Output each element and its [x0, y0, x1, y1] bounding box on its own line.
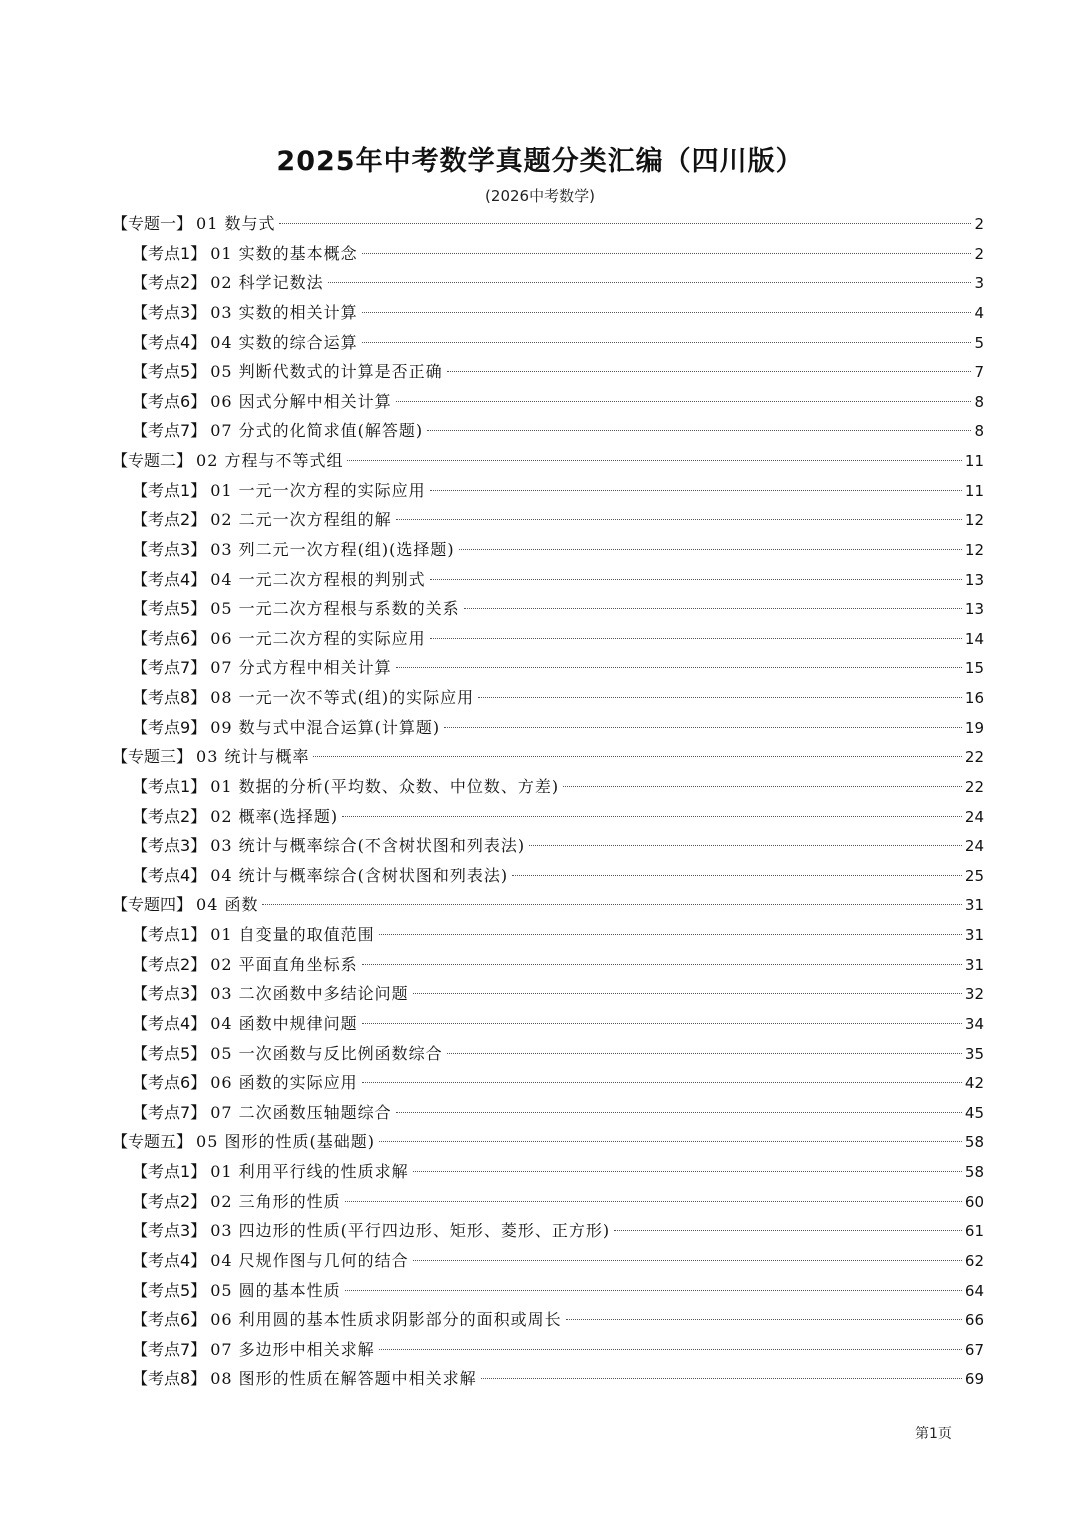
- toc-entry-title: 03 统计与概率综合(不含树状图和列表法): [210, 836, 526, 856]
- toc-page-number: 13: [964, 600, 984, 619]
- toc-point-row[interactable]: [112, 328, 984, 358]
- toc-dot-leader: [345, 1201, 962, 1202]
- toc-entry-title: 01 数据的分析(平均数、众数、中位数、方差): [210, 776, 560, 796]
- toc-dot-leader: [566, 1319, 962, 1320]
- toc-page-number: 25: [964, 866, 984, 885]
- toc-dot-leader: [362, 312, 972, 313]
- toc-entry-title: 06 因式分解中相关计算: [210, 391, 392, 411]
- toc-page-number: 42: [964, 1074, 984, 1093]
- toc-dot-leader: [396, 519, 962, 520]
- toc-dot-leader: [512, 875, 962, 876]
- toc-page-number: 61: [964, 1222, 984, 1241]
- toc-point-tag: 【考点4】: [132, 332, 207, 352]
- toc-page-number: 5: [974, 333, 984, 352]
- toc-dot-leader: [430, 490, 962, 491]
- page-number-footer: 第1页: [915, 1426, 952, 1442]
- toc-entry-title: 03 列二元一次方程(组)(选择题): [210, 539, 455, 559]
- toc-entry-title: 07 分式方程中相关计算: [210, 658, 392, 678]
- toc-topic-row[interactable]: [112, 1127, 984, 1157]
- toc-dot-leader: [478, 697, 962, 698]
- toc-point-row[interactable]: [112, 268, 984, 298]
- toc-entry-title: 03 二次函数中多结论问题: [210, 984, 409, 1004]
- toc-point-row[interactable]: [112, 1305, 984, 1335]
- toc-dot-leader: [328, 282, 972, 283]
- toc-point-row[interactable]: [112, 476, 984, 506]
- toc-point-row[interactable]: [112, 713, 984, 743]
- toc-dot-leader: [427, 430, 971, 431]
- toc-point-row[interactable]: [112, 298, 984, 328]
- toc-page-number: 62: [964, 1251, 984, 1270]
- toc-entry-title: 03 统计与概率: [196, 747, 310, 767]
- toc-page-number: 14: [964, 629, 984, 648]
- toc-point-tag: 【考点7】: [132, 1339, 207, 1359]
- toc-point-tag: 【考点7】: [132, 421, 207, 441]
- toc-point-tag: 【考点4】: [132, 569, 207, 589]
- toc-dot-leader: [563, 786, 962, 787]
- toc-point-tag: 【考点6】: [132, 628, 207, 648]
- toc-page-number: 16: [964, 689, 984, 707]
- toc-point-row[interactable]: [112, 1098, 984, 1128]
- toc-entry-title: 01 自变量的取值范围: [210, 925, 375, 944]
- toc-entry-title: 06 利用圆的基本性质求阴影部分的面积或周长: [210, 1310, 562, 1330]
- toc-point-row[interactable]: [112, 594, 984, 624]
- toc-dot-leader: [430, 638, 962, 639]
- toc-point-tag: 【考点4】: [132, 1250, 207, 1270]
- toc-point-row[interactable]: [112, 1068, 984, 1098]
- toc-point-tag: 【考点2】: [132, 1191, 207, 1211]
- toc-page-number: 22: [964, 748, 984, 767]
- toc-point-tag: 【考点6】: [132, 1073, 207, 1093]
- toc-point-tag: 【考点2】: [132, 806, 207, 826]
- toc-point-row[interactable]: [112, 683, 984, 713]
- toc-point-row[interactable]: [112, 387, 984, 417]
- toc-page-number: 11: [964, 481, 984, 500]
- toc-page-number: 15: [964, 659, 984, 678]
- toc-entry-title: 01 一元一次方程的实际应用: [210, 480, 426, 500]
- toc-entry-title: 04 统计与概率综合(含树状图和列表法): [210, 865, 509, 885]
- toc-dot-leader: [430, 579, 962, 580]
- toc-point-tag: 【考点7】: [132, 1102, 207, 1122]
- toc-entry-title: 02 概率(选择题): [210, 806, 339, 826]
- toc-dot-leader: [362, 1082, 962, 1083]
- toc-point-tag: 【考点3】: [132, 539, 207, 559]
- toc-page-number: 12: [964, 540, 984, 559]
- toc-dot-leader: [279, 223, 971, 224]
- toc-dot-leader: [444, 727, 962, 728]
- toc-dot-leader: [413, 1171, 962, 1172]
- toc-dot-leader: [396, 667, 962, 668]
- toc-entry-title: 01 利用平行线的性质求解: [210, 1162, 409, 1181]
- toc-topic-tag: 【专题一】: [112, 214, 193, 233]
- toc-entry-title: 06 函数的实际应用: [210, 1073, 358, 1093]
- toc-point-tag: 【考点5】: [132, 1280, 207, 1300]
- toc-point-row[interactable]: [112, 565, 984, 595]
- toc-entry-title: 04 尺规作图与几何的结合: [210, 1250, 409, 1270]
- toc-point-row[interactable]: [112, 239, 984, 269]
- toc-point-row[interactable]: [112, 535, 984, 565]
- toc-entry-title: 09 数与式中混合运算(计算题): [210, 717, 441, 737]
- toc-dot-leader: [342, 816, 962, 817]
- toc-page-number: 13: [964, 570, 984, 589]
- toc-page-number: 69: [964, 1370, 984, 1389]
- toc-topic-tag: 【专题四】: [112, 895, 193, 915]
- toc-page-number: 34: [964, 1014, 984, 1033]
- toc-point-tag: 【考点4】: [132, 865, 207, 885]
- toc-page-number: 7: [974, 363, 984, 382]
- document-title: 2025年中考数学真题分类汇编（四川版）: [276, 146, 804, 177]
- toc-topic-row[interactable]: [112, 890, 984, 920]
- toc-page-number: 24: [964, 837, 984, 856]
- toc-point-tag: 【考点5】: [132, 362, 207, 382]
- toc-page-number: 35: [964, 1044, 984, 1063]
- toc-page-number: 2: [974, 215, 984, 233]
- toc-point-tag: 【考点1】: [132, 925, 207, 944]
- toc-entry-title: 03 实数的相关计算: [210, 302, 358, 322]
- toc-page-number: 60: [964, 1192, 984, 1211]
- toc-point-row[interactable]: [112, 920, 984, 950]
- toc-point-tag: 【考点6】: [132, 1310, 207, 1330]
- toc-point-tag: 【考点3】: [132, 1221, 207, 1241]
- toc-page-number: 66: [964, 1311, 984, 1330]
- toc-point-tag: 【考点1】: [132, 776, 207, 796]
- toc-point-row[interactable]: [112, 861, 984, 891]
- toc-page-number: 19: [964, 718, 984, 737]
- toc-entry-title: 02 方程与不等式组: [196, 451, 344, 470]
- document-subtitle: (2026中考数学): [485, 187, 595, 205]
- toc-dot-leader: [362, 342, 972, 343]
- toc-entry-title: 05 一次函数与反比例函数综合: [210, 1043, 443, 1063]
- toc-dot-leader: [362, 964, 962, 965]
- toc-page-number: 8: [974, 422, 984, 441]
- toc-point-row[interactable]: [112, 831, 984, 861]
- toc-point-tag: 【考点8】: [132, 1369, 207, 1389]
- toc-point-row[interactable]: [112, 653, 984, 683]
- toc-topic-row[interactable]: [112, 742, 984, 772]
- toc-point-row[interactable]: [112, 357, 984, 387]
- toc-page-number: 12: [964, 511, 984, 530]
- toc-dot-leader: [262, 904, 961, 905]
- toc-point-tag: 【考点3】: [132, 302, 207, 322]
- toc-page-number: 3: [974, 274, 984, 293]
- toc-page-number: 31: [964, 955, 984, 974]
- toc-dot-leader: [413, 1260, 962, 1261]
- toc-point-tag: 【考点5】: [132, 599, 207, 619]
- toc-point-row[interactable]: [112, 1009, 984, 1039]
- toc-entry-title: 02 科学记数法: [210, 273, 324, 293]
- toc-entry-title: 02 二元一次方程组的解: [210, 510, 392, 530]
- toc-entry-title: 04 函数: [196, 895, 259, 915]
- toc-point-row[interactable]: [112, 1157, 984, 1187]
- toc-point-tag: 【考点1】: [132, 243, 207, 263]
- toc-entry-title: 08 一元一次不等式(组)的实际应用: [210, 688, 475, 707]
- toc-dot-leader: [481, 1378, 962, 1379]
- toc-point-row[interactable]: [112, 1364, 984, 1394]
- toc-dot-leader: [362, 1023, 962, 1024]
- toc-point-tag: 【考点3】: [132, 984, 207, 1004]
- toc-point-tag: 【考点6】: [132, 391, 207, 411]
- toc-dot-leader: [464, 608, 962, 609]
- toc-point-tag: 【考点8】: [132, 688, 207, 707]
- toc-dot-leader: [379, 1349, 962, 1350]
- toc-page-number: 32: [964, 985, 984, 1004]
- toc-point-tag: 【考点2】: [132, 510, 207, 530]
- toc-entry-title: 01 实数的基本概念: [210, 243, 358, 263]
- toc-topic-tag: 【专题二】: [112, 451, 193, 470]
- toc-entry-title: 05 图形的性质(基础题): [196, 1132, 375, 1152]
- toc-entry-title: 05 圆的基本性质: [210, 1280, 341, 1300]
- toc-dot-leader: [447, 1053, 962, 1054]
- toc-point-tag: 【考点1】: [132, 480, 207, 500]
- toc-entry-title: 04 一元二次方程根的判别式: [210, 569, 426, 589]
- toc-point-tag: 【考点4】: [132, 1013, 207, 1033]
- toc-entry-title: 02 三角形的性质: [210, 1191, 341, 1211]
- toc-entry-title: 03 四边形的性质(平行四边形、矩形、菱形、正方形): [210, 1221, 611, 1241]
- toc-entry-title: 08 图形的性质在解答题中相关求解: [210, 1369, 477, 1389]
- toc-point-row[interactable]: [112, 416, 984, 446]
- toc-point-tag: 【考点1】: [132, 1162, 207, 1181]
- toc-point-row[interactable]: [112, 1246, 984, 1276]
- toc-dot-leader: [459, 549, 962, 550]
- toc-page-number: 64: [964, 1281, 984, 1300]
- toc-page-number: 8: [974, 392, 984, 411]
- toc-entry-title: 07 分式的化简求值(解答题): [210, 421, 424, 441]
- toc-point-row[interactable]: [112, 1187, 984, 1217]
- toc-point-row[interactable]: [112, 1039, 984, 1069]
- toc-entry-title: 05 判断代数式的计算是否正确: [210, 362, 443, 382]
- toc-page-number: 58: [964, 1163, 984, 1181]
- toc-point-row[interactable]: [112, 505, 984, 535]
- toc-page-number: 31: [964, 926, 984, 944]
- toc-point-row[interactable]: [112, 624, 984, 654]
- toc-point-tag: 【考点9】: [132, 717, 207, 737]
- toc-point-row[interactable]: [112, 1216, 984, 1246]
- toc-dot-leader: [529, 845, 962, 846]
- toc-page-number: 67: [964, 1340, 984, 1359]
- toc-entry-title: 02 平面直角坐标系: [210, 954, 358, 974]
- toc-point-tag: 【考点2】: [132, 273, 207, 293]
- toc-page-number: 2: [974, 244, 984, 263]
- toc-entry-title: 06 一元二次方程的实际应用: [210, 628, 426, 648]
- toc-entry-title: 07 二次函数压轴题综合: [210, 1102, 392, 1122]
- toc-point-tag: 【考点3】: [132, 836, 207, 856]
- toc-page-number: 24: [964, 807, 984, 826]
- table-of-contents: [112, 209, 984, 1394]
- toc-page-number: 45: [964, 1103, 984, 1122]
- toc-dot-leader: [447, 371, 972, 372]
- toc-topic-tag: 【专题三】: [112, 747, 193, 767]
- toc-page-number: 4: [974, 303, 984, 322]
- toc-dot-leader: [345, 1290, 962, 1291]
- toc-dot-leader: [347, 460, 961, 461]
- toc-point-tag: 【考点2】: [132, 954, 207, 974]
- toc-entry-title: 04 函数中规律问题: [210, 1013, 358, 1033]
- toc-dot-leader: [362, 253, 972, 254]
- toc-page-number: 58: [964, 1133, 984, 1152]
- toc-dot-leader: [379, 1141, 962, 1142]
- toc-page-number: 31: [964, 896, 984, 915]
- toc-point-row[interactable]: [112, 950, 984, 980]
- toc-dot-leader: [396, 401, 972, 402]
- toc-point-row[interactable]: [112, 1276, 984, 1306]
- toc-point-tag: 【考点7】: [132, 658, 207, 678]
- toc-point-row[interactable]: [112, 1335, 984, 1365]
- toc-point-row[interactable]: [112, 979, 984, 1009]
- toc-page-number: 22: [964, 777, 984, 796]
- toc-dot-leader: [614, 1230, 962, 1231]
- toc-topic-row[interactable]: [112, 209, 984, 239]
- toc-topic-tag: 【专题五】: [112, 1132, 193, 1152]
- toc-entry-title: 05 一元二次方程根与系数的关系: [210, 599, 460, 619]
- toc-point-row[interactable]: [112, 802, 984, 832]
- toc-dot-leader: [413, 993, 962, 994]
- toc-entry-title: 04 实数的综合运算: [210, 332, 358, 352]
- toc-topic-row[interactable]: [112, 446, 984, 476]
- toc-dot-leader: [379, 934, 962, 935]
- toc-entry-title: 01 数与式: [196, 214, 276, 233]
- toc-point-row[interactable]: [112, 772, 984, 802]
- toc-point-tag: 【考点5】: [132, 1043, 207, 1063]
- toc-page-number: 11: [964, 452, 984, 470]
- toc-dot-leader: [396, 1112, 962, 1113]
- toc-entry-title: 07 多边形中相关求解: [210, 1339, 375, 1359]
- toc-dot-leader: [313, 756, 961, 757]
